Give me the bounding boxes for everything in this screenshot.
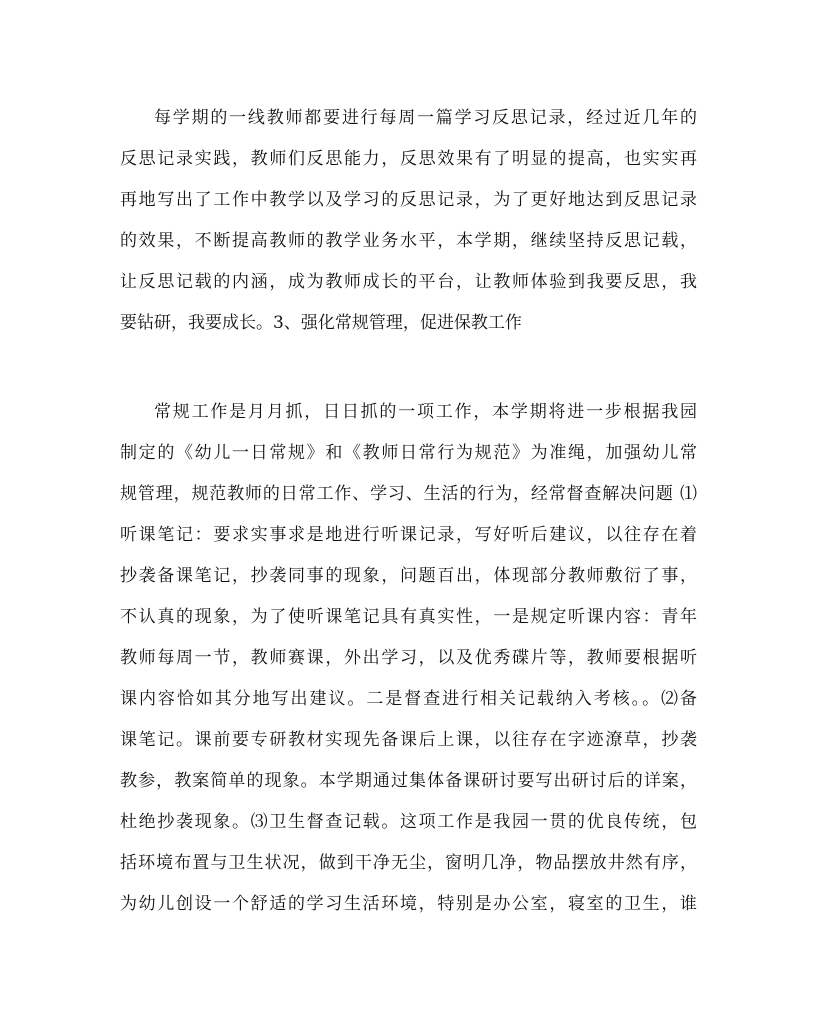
text-line: 制定的《幼儿一日常规》和《教师日常行为规范》为准绳，加强幼儿常 (120, 443, 697, 463)
text-line: 听课笔记：要求实事求是地进行听课记录，写好听后建议，以往存在着 (120, 525, 697, 545)
text-line: 要钻研，我要成长。3、强化常规管理，促进保教工作 (120, 313, 522, 333)
text-line: 课笔记。课前要专研教材实现先备课后上课，以往存在字迹潦草，抄袭 (120, 730, 697, 750)
text-line: 规管理，规范教师的日常工作、学习、生活的行为，经常督查解决问题 ⑴ (120, 484, 697, 504)
text-line: 抄袭备课笔记，抄袭同事的现象，问题百出，体现部分教师敷衍了事， (120, 566, 697, 586)
text-line: 教师每周一节，教师赛课，外出学习，以及优秀碟片等，教师要根据听 (120, 648, 697, 668)
text-line: 的效果，不断提高教师的教学业务水平，本学期，继续坚持反思记载， (120, 231, 697, 251)
text-line: 让反思记载的内涵，成为教师成长的平台，让教师体验到我要反思，我 (120, 272, 697, 292)
text-line: 括环境布置与卫生状况，做到干净无尘，窗明几净，物品摆放井然有序， (120, 853, 697, 873)
text-line: 常规工作是月月抓，日日抓的一项工作，本学期将进一步根据我园 (154, 402, 697, 422)
text-line: 每学期的一线教师都要进行每周一篇学习反思记录，经过近几年的 (154, 108, 697, 128)
text-line: 教参，教案简单的现象。本学期通过集体备课研讨要写出研讨后的详案， (120, 771, 697, 791)
text-line: 不认真的现象，为了使听课笔记具有真实性，一是规定听课内容：青年 (120, 607, 697, 627)
text-line: 课内容恰如其分地写出建议。二是督查进行相关记载纳入考核。。⑵备 (120, 689, 697, 709)
text-line: 为幼儿创设一个舒适的学习生活环境，特别是办公室，寝室的卫生，谁 (120, 894, 697, 914)
text-line: 再地写出了工作中教学以及学习的反思记录，为了更好地达到反思记录 (120, 190, 697, 210)
text-line: 杜绝抄袭现象。⑶卫生督查记载。这项工作是我园一贯的优良传统，包 (120, 812, 697, 832)
text-line: 反思记录实践，教师们反思能力，反思效果有了明显的提高，也实实再 (120, 149, 697, 169)
